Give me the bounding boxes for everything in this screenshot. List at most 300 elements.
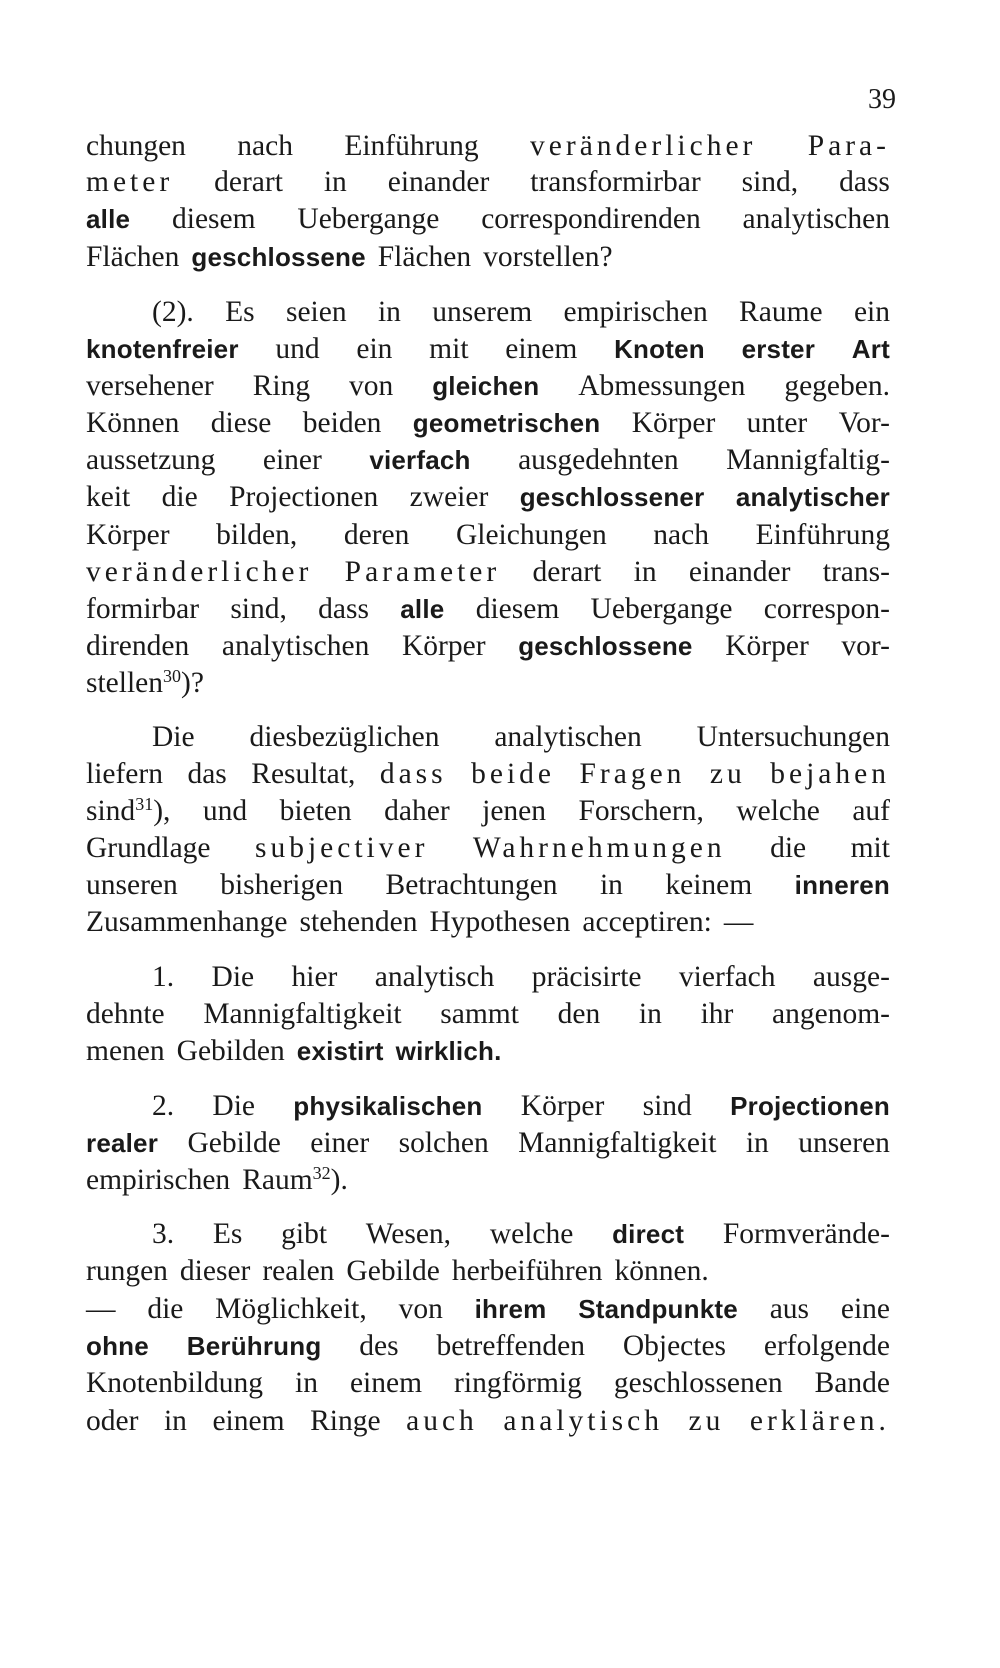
word-text: und [202,795,248,827]
text-line [86,441,890,480]
word [482,792,546,831]
word-text: Gebilde [346,1255,440,1287]
word [689,553,791,592]
word [378,293,401,332]
word [639,995,662,1034]
word-text: analytisch [374,961,495,993]
word-text: meter [86,166,174,198]
word [653,516,709,555]
word-text: 1. [152,961,175,993]
word [177,1032,285,1071]
word-text: beiden [302,407,382,439]
word-text: Fragen [579,758,686,790]
word-text: unseren [798,1127,890,1159]
word [86,516,170,555]
word [86,478,130,517]
word-text: vierfach [369,445,471,475]
word-text: Körper [631,407,716,439]
word [521,1087,605,1126]
word [430,903,571,942]
word-text: veränderlicher [86,556,313,588]
word-text: geschlossenen [613,1367,783,1399]
word-text: die [161,481,198,513]
word-text: Para- [807,130,890,162]
word-text: dass [318,593,369,625]
word [532,958,642,997]
word [854,293,890,332]
word-text: Es [212,1218,243,1250]
word-text: in [638,998,662,1030]
word-text: Wahrnehmungen [472,832,726,864]
page-number: 39 [868,84,896,115]
bold-word [86,200,130,239]
word [815,1364,890,1403]
word [86,553,312,592]
word [473,829,726,868]
word-text: Können [86,407,180,439]
word [344,516,410,555]
word-text: das [187,758,227,790]
word-text: subjectiver [254,832,429,864]
word-text: direct [612,1219,685,1249]
word [452,1252,603,1291]
word-text: Projectionen [730,1091,890,1121]
word-text: in [163,1405,187,1437]
text-line [152,293,890,332]
word [216,516,297,555]
word [152,1215,174,1254]
text-line [152,1215,890,1254]
word [736,792,820,831]
word [784,367,890,406]
word-text: analytischer [735,482,890,512]
word [764,590,890,629]
word [318,590,369,629]
word [756,516,890,555]
word-text: die [770,832,807,864]
word-text: sind [642,1090,692,1122]
word [147,1290,183,1329]
word-text: physikalischen [293,1091,483,1121]
word [623,1327,726,1366]
word [679,958,776,997]
word-text: formirbar [86,593,200,625]
word-text: ausgedehnten [518,444,679,476]
word [490,1215,574,1254]
word-text: chungen [86,130,186,162]
word-text: Art [851,334,890,364]
word-text: Uebergange [297,203,440,235]
word-text: Berührung [186,1331,322,1361]
word-text: beide [471,758,556,790]
word-text: diese [210,407,272,439]
word-text: Zusammenhange [86,906,288,938]
word-text: Es [225,296,255,328]
word [471,755,555,794]
word [262,1252,334,1291]
word [494,718,641,757]
word [86,1364,263,1403]
word [665,866,752,905]
word [432,293,532,332]
word-text: bisherigen [220,869,344,901]
word-text: diesem [475,593,560,625]
text-line [86,200,890,239]
word [701,995,734,1034]
word-text: ihrem [474,1294,547,1324]
word [558,995,601,1034]
text-line [86,163,890,202]
word-text: stehenden [299,906,418,938]
word-text: Resultat, [251,758,356,790]
word [743,200,890,239]
word [750,1402,890,1441]
word [614,1364,783,1403]
word-text: bieten [279,795,352,827]
word [310,1124,369,1163]
word [406,1402,478,1441]
word [764,1327,890,1366]
text-line [86,829,890,868]
word [770,755,890,794]
word-text: Gebilde [187,1127,281,1159]
word-text: Flächen [86,241,180,273]
word [303,404,382,443]
word-text: gleichen [432,371,540,401]
word [632,404,716,443]
word [456,516,607,555]
footnote-ref: 30 [163,666,182,686]
word-text: können. [614,1255,709,1287]
word-text: geometrischen [412,408,601,438]
word [746,1124,769,1163]
word [710,755,746,794]
word [203,792,247,831]
word-text: unserem [432,296,533,328]
text-line [86,1402,890,1441]
word-text: correspondirenden [481,203,701,235]
word: ), [153,795,171,827]
word [724,903,754,942]
text-line [152,958,890,997]
word-text: Mannigfaltig- [726,444,890,476]
word [225,293,255,332]
word-text: oder [86,1405,139,1437]
word [292,958,338,997]
word [86,755,163,794]
text-line [86,1252,890,1291]
word [86,627,189,666]
word-text: knotenfreier [86,334,239,364]
bold-word [293,1087,482,1126]
text-line [86,478,890,517]
word-text: Objectes [622,1330,727,1362]
word [86,829,211,868]
word-text: sind [86,795,136,827]
word-text: direnden [86,630,190,662]
word-text: — [86,1293,116,1325]
word-text: rungen [86,1255,168,1287]
word [162,478,198,517]
word [772,995,890,1034]
word-text: ringförmig [454,1367,582,1399]
word [86,238,179,277]
word-text: Vor- [838,407,890,439]
word [215,1290,367,1329]
word-text: Parameter [344,556,501,588]
word [770,1290,809,1329]
text-line [86,1327,890,1366]
word-text: Uebergange [590,593,733,625]
text-line [86,590,890,629]
word-text: Einführung [344,130,479,162]
word-text: herbeiführen [451,1255,603,1287]
bold-word [86,1327,149,1366]
word [172,200,256,239]
word [213,1215,243,1254]
word-text: in [377,296,401,328]
word [222,627,369,666]
word [86,1290,116,1329]
word [533,553,602,592]
text-line [86,553,890,592]
word-text: Knoten [614,334,705,364]
word [86,866,178,905]
word-text: diesem [172,203,256,235]
word [366,1215,451,1254]
word-text: eine [840,1293,890,1325]
word-text: dieser [179,1255,251,1287]
word-text: einem [349,1367,423,1399]
word-text: sammt [440,998,519,1030]
text-line [86,127,890,166]
word-text: menen [86,1035,165,1067]
word-text: nach [653,519,709,551]
bold-word [432,367,539,406]
text-line [86,238,890,277]
word-text: zu [688,1405,725,1437]
word [214,163,283,202]
word-text: zu [709,758,746,790]
word-text: veränderlicher [530,130,757,162]
word [440,995,519,1034]
word [851,829,890,868]
word-text: angenom- [772,998,890,1030]
word [152,1087,174,1126]
bold-word [578,1290,738,1329]
word [237,127,293,166]
bold-word [369,441,470,480]
word [86,590,199,629]
word-text: empirischen [563,296,708,328]
word-text: ohne [86,1331,149,1361]
text-line [86,792,890,831]
word-text: analytisch [503,1405,663,1437]
text-line [86,1124,890,1163]
word [503,1402,663,1441]
word-text: ein [356,333,393,365]
word-text: dass [839,166,890,198]
bold-word [187,1327,322,1366]
word: ). [330,1164,348,1196]
word [220,866,343,905]
word-text: vor- [841,630,890,662]
word-text: in [599,869,623,901]
word-text: Mannigfaltigkeit [203,998,402,1030]
text-line [86,1364,890,1403]
word [230,590,287,629]
word-text: in [633,556,657,588]
word-text: Einführung [755,519,890,551]
word-text: Raume [739,296,823,328]
word-text: analytischen [494,721,642,753]
word [152,293,194,332]
word [386,866,558,905]
word-text: ihr [700,998,734,1030]
word-text: Hypothesen [429,906,571,938]
word-text: deren [343,519,410,551]
word [356,330,392,369]
word-text: Mannigfaltigkeit [518,1127,717,1159]
word-text: des [359,1330,399,1362]
word [723,1215,890,1254]
word [344,127,478,166]
word [399,1290,443,1329]
word [300,903,418,942]
word [359,1327,398,1366]
footnote-ref: 32 [312,1163,331,1183]
word-text: einem [505,333,578,365]
text-line [86,866,890,905]
word-text: in [323,166,347,198]
word [852,792,890,831]
word [86,404,179,443]
word [580,755,686,794]
word [798,1124,890,1163]
bold-word [730,1087,890,1126]
word-text: vierfach [678,961,776,993]
word [476,590,560,629]
bold-word [413,404,601,443]
word [152,718,195,757]
word [530,163,700,202]
word [86,367,214,406]
word-text: mit [850,832,890,864]
word-text: 3. [152,1218,175,1250]
word-text: Formverände- [722,1218,890,1250]
text-line [86,367,890,406]
word-text: welche [736,795,820,827]
word [281,1215,327,1254]
word-text: gegeben. [784,370,890,402]
word-text: analytischen [221,630,370,662]
word-text: einer [262,444,322,476]
word-text: Gleichungen [455,519,607,551]
word [349,367,393,406]
word-text: derart [214,166,283,198]
word-text: die [147,1293,184,1325]
word-text: — [723,906,754,938]
text-line [86,664,890,703]
word-text: transformirbar [530,166,701,198]
text-line [86,330,890,369]
word-text: Flächen [377,241,472,273]
word-text: dehnte [86,998,165,1030]
word [483,238,612,277]
word [380,755,447,794]
word [229,478,378,517]
word-text: correspon- [763,593,890,625]
word-text: analytischen [742,203,890,235]
word [86,127,186,166]
word [280,792,352,831]
word-text: hier [291,961,338,993]
word-text: betreffenden [436,1330,585,1362]
bold-word [191,238,365,277]
word-text: Bande [814,1367,890,1399]
bold-word [475,1290,547,1329]
word [212,1087,255,1126]
word [212,958,255,997]
bold-word [396,1032,502,1071]
word [739,293,823,332]
word [310,1402,380,1441]
word [211,404,272,443]
word-text: einander [688,556,791,588]
word-text: bejahen [770,758,890,790]
word [643,1087,692,1126]
word-text: nach [237,130,293,162]
word-text: erklären. [749,1405,890,1437]
word-text: Gebilden [176,1035,285,1067]
word [530,127,756,166]
word-text: stellen [86,667,164,699]
word-text: ausge- [812,961,890,993]
word [251,755,355,794]
word-text: welche [489,1218,574,1250]
word [187,1124,280,1163]
word-text: Standpunkte [578,1294,738,1324]
bold-word [614,330,705,369]
text-line [86,755,890,794]
word [841,627,890,666]
text-line [86,1032,890,1071]
word-text: empirischen [86,1164,231,1196]
word [582,903,711,942]
word-text: einer [310,1127,370,1159]
word-text: geschlossener [519,482,705,512]
word-text: präcisirte [531,961,642,993]
word-text: acceptiren: [582,906,712,938]
word [164,1402,187,1441]
word-text: einem [212,1405,285,1437]
word [295,1364,318,1403]
text-line [86,1290,890,1329]
word-text: aussetzung [86,444,216,476]
footnote-ref: 31 [135,794,154,814]
bold-word [86,330,239,369]
word [297,200,439,239]
word-text: 2. [152,1090,175,1122]
word [249,718,439,757]
word-text: geschlossene [191,242,366,272]
word [378,238,471,277]
word-text: versehener [86,370,214,402]
word [388,163,490,202]
word [86,1161,230,1200]
word-text: vorstellen? [483,241,613,273]
word-text: existirt [296,1036,384,1066]
